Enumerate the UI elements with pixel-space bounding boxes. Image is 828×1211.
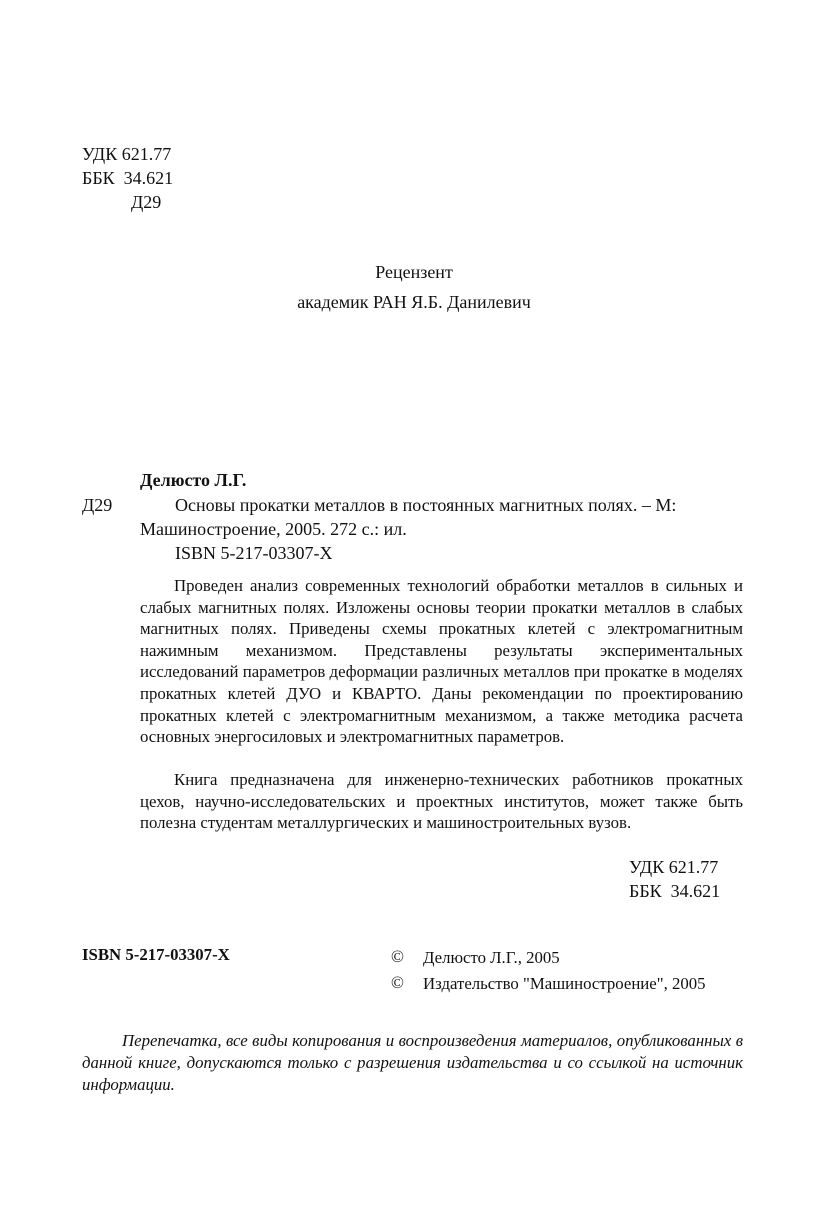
book-title-line: Основы прокатки металлов в постоянных магнитных полях. – М: bbox=[175, 495, 677, 515]
udk-code-bottom: УДК 621.77 bbox=[629, 857, 719, 877]
author-name: Делюсто Л.Г. bbox=[140, 470, 247, 490]
copyright-icon: © bbox=[391, 973, 404, 992]
bbk-code-bottom: ББК 34.621 bbox=[629, 881, 721, 901]
bbk-code-top: ББК 34.621 bbox=[82, 168, 174, 188]
isbn-footer: ISBN 5-217-03307-X bbox=[82, 945, 230, 964]
publisher-line: Машиностроение, 2005. 272 с.: ил. bbox=[140, 519, 407, 539]
udk-code-top: УДК 621.77 bbox=[82, 144, 172, 164]
reviewer-name: академик РАН Я.Б. Данилевич bbox=[297, 292, 531, 312]
author-mark-top: Д29 bbox=[131, 192, 162, 212]
record-isbn: ISBN 5-217-03307-X bbox=[175, 543, 333, 563]
reviewer-label: Рецензент bbox=[375, 262, 453, 282]
record-author-mark: Д29 bbox=[82, 495, 113, 515]
abstract-paragraph-2: Книга предназначена для инженерно-технических работников прокатных цехов, научно-исследовательских и проектных институтов, может также быть полезна студентам металлургических и машиностроительных вузов. bbox=[140, 770, 743, 833]
copyright-icon: © bbox=[391, 947, 404, 966]
copyright-publisher: Издательство "Машиностроение", 2005 bbox=[423, 974, 706, 993]
reprint-notice: Перепечатка, все виды копирования и воспроизведения материалов, опубликованных в данной книге, допускаются только с разрешения издательства и со ссылкой на источник информации. bbox=[82, 1031, 743, 1094]
abstract-paragraph-1: Проведен анализ современных технологий обработки металлов в сильных и слабых магнитных полях. Изложены основы теории прокатки металлов в слабых магнитных полях. Приведены схемы прокатных клетей с электромагнитным нажимным механизмом. Представлены результаты экспериментальных исследований параметров деформации различных металлов при прокатке в моделях прокатных клетей ДУО и КВАРТО. Даны рекомендации по проектированию прокатных клетей с электромагнитным механизмом, а также методика расчета основных энергосиловых и электромагнитных параметров. bbox=[140, 576, 743, 747]
copyright-author: Делюсто Л.Г., 2005 bbox=[423, 948, 560, 967]
